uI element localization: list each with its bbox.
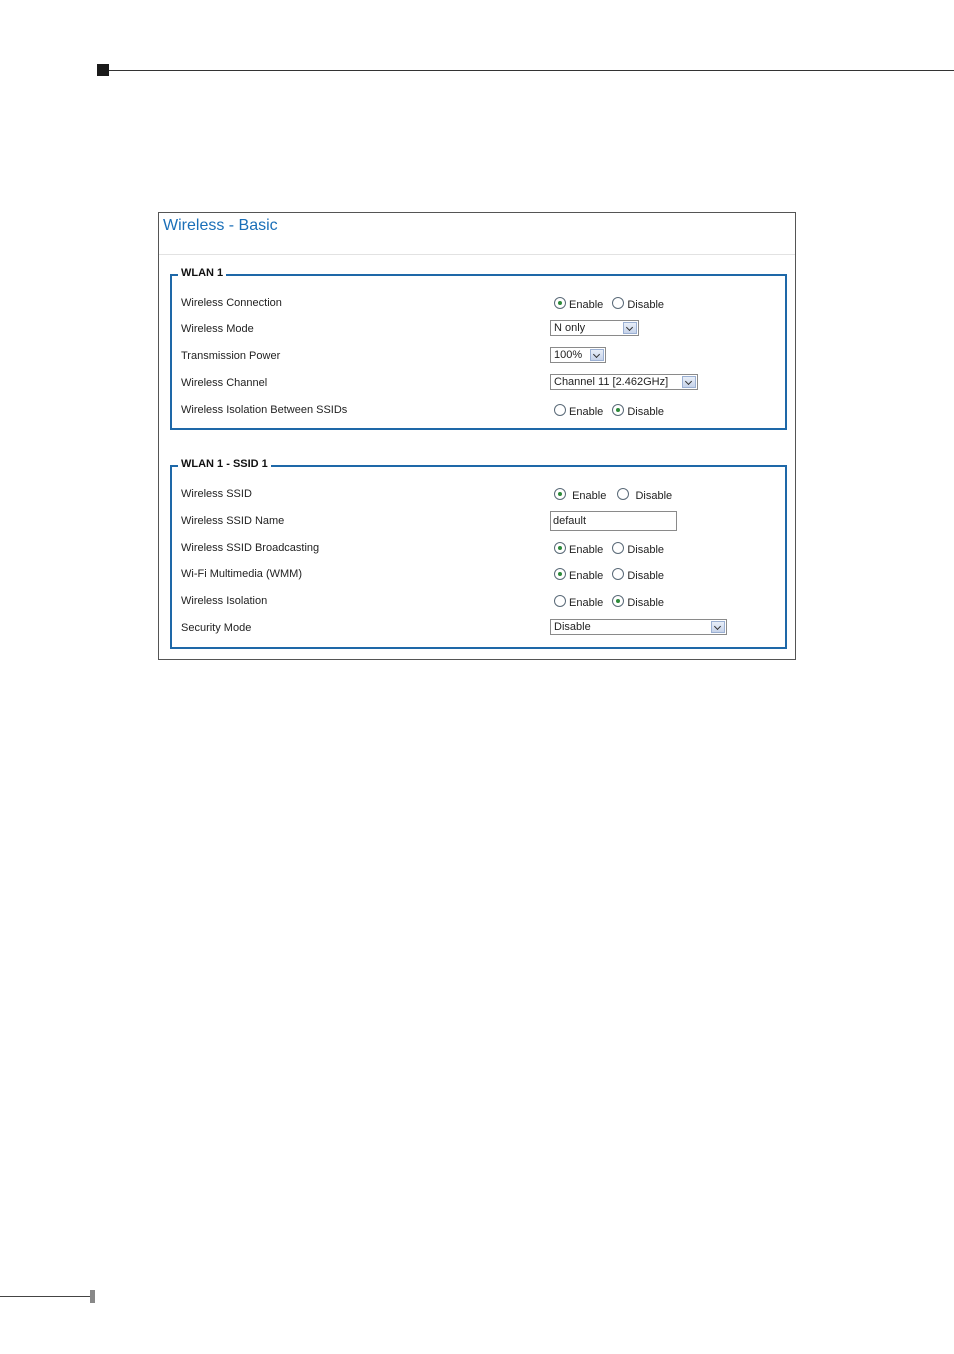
ssid-broadcasting-disable-option[interactable]: Disable [612,542,664,556]
wireless-mode-row [172,320,785,340]
wireless-isolation-row [172,592,785,612]
wlan1-legend: WLAN 1 [178,267,226,279]
wireless-ssid-label: Wireless SSID [181,488,252,500]
ssid-broadcasting-radio-group [554,542,670,556]
isolation-between-ssids-disable-option[interactable]: Disable [612,404,664,418]
wireless-isolation-enable-option[interactable]: Enable [554,595,603,609]
wireless-connection-disable-option[interactable]: Disable [612,297,664,311]
radio-unselected-icon[interactable] [612,297,624,309]
ssid-name-row [172,512,785,532]
footer-rule [0,1296,92,1297]
wireless-mode-label: Wireless Mode [181,323,254,335]
wireless-isolation-radio-group [554,595,670,609]
wireless-channel-row [172,374,785,394]
header-square-marker [97,64,109,76]
wireless-channel-label: Wireless Channel [181,377,268,389]
chevron-down-icon[interactable] [711,621,725,633]
isolation-between-ssids-row [172,401,785,421]
wireless-isolation-label: Wireless Isolation [181,595,268,607]
ssid-broadcasting-label: Wireless SSID Broadcasting [181,542,320,554]
transmission-power-label: Transmission Power [181,350,281,362]
radio-selected-icon[interactable] [554,568,566,580]
ssid1-legend: WLAN 1 - SSID 1 [178,458,271,470]
security-mode-row [172,619,785,639]
isolation-between-ssids-enable-option[interactable]: Enable [554,404,603,418]
transmission-power-select[interactable]: 100% [550,347,606,363]
wireless-connection-radio-group [554,297,670,311]
wireless-basic-panel [158,212,796,660]
wmm-label: Wi-Fi Multimedia (WMM) [181,568,302,580]
wireless-connection-enable-option[interactable]: Enable [554,297,603,311]
radio-selected-icon[interactable] [554,542,566,554]
footer-tick-marker [90,1290,95,1303]
wireless-isolation-disable-option[interactable]: Disable [612,595,664,609]
wireless-channel-select[interactable]: Channel 11 [2.462GHz] [550,374,698,390]
wireless-ssid-disable-option[interactable]: Disable [617,488,672,502]
ssid-name-label: Wireless SSID Name [181,515,285,527]
wmm-enable-option[interactable]: Enable [554,568,603,582]
wmm-disable-option[interactable]: Disable [612,568,664,582]
wmm-row [172,565,785,585]
isolation-between-ssids-label: Wireless Isolation Between SSIDs [181,404,348,416]
chevron-down-icon[interactable] [623,322,637,334]
header-rule [109,70,954,71]
wmm-radio-group [554,568,670,582]
radio-unselected-icon[interactable] [554,404,566,416]
radio-selected-icon[interactable] [554,297,566,309]
radio-unselected-icon[interactable] [554,595,566,607]
chevron-down-icon[interactable] [590,349,604,361]
radio-unselected-icon[interactable] [617,488,629,500]
chevron-down-icon[interactable] [682,376,696,388]
wireless-mode-select[interactable]: N only [550,320,639,336]
wireless-ssid-row [172,485,785,505]
transmission-power-row [172,347,785,367]
panel-header [159,213,795,255]
ssid-broadcasting-enable-option[interactable]: Enable [554,542,603,556]
wireless-connection-label: Wireless Connection [181,297,282,309]
ssid1-fieldset [170,458,787,649]
radio-unselected-icon[interactable] [612,568,624,580]
radio-selected-icon[interactable] [554,488,566,500]
radio-selected-icon[interactable] [612,595,624,607]
ssid-name-input[interactable]: default [550,511,677,531]
wireless-connection-row [172,294,785,314]
wireless-ssid-radio-group [554,488,678,502]
radio-selected-icon[interactable] [612,404,624,416]
radio-unselected-icon[interactable] [612,542,624,554]
security-mode-select[interactable]: Disable [550,619,727,635]
isolation-between-ssids-radio-group [554,404,670,418]
wlan1-fieldset [170,267,787,430]
wireless-ssid-enable-option[interactable]: Enable [554,488,606,502]
page-title: Wireless - Basic [163,217,278,234]
ssid-broadcasting-row [172,539,785,559]
security-mode-label: Security Mode [181,622,252,634]
